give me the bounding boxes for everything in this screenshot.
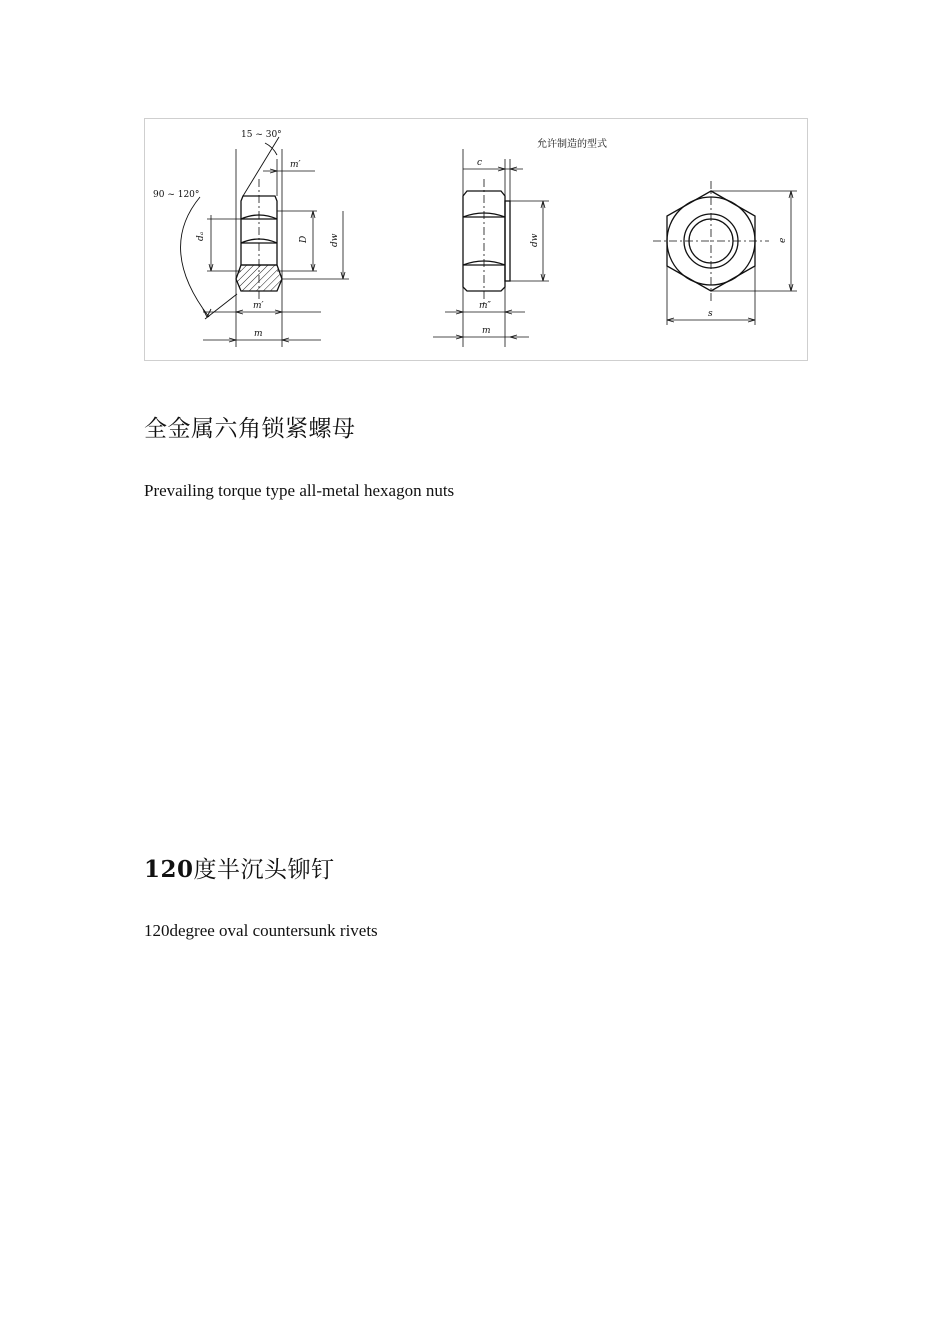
- nut-drawing-svg: [145, 119, 807, 360]
- label-s: s: [708, 309, 713, 319]
- label-m-middle: m: [482, 326, 491, 336]
- section2-title: [144, 851, 335, 884]
- label-m-prime-top: m′: [290, 160, 301, 170]
- technical-drawing-figure: [144, 118, 808, 361]
- hex-top-view: [653, 181, 797, 325]
- side-view-left: [181, 137, 349, 347]
- label-e: e: [778, 237, 788, 243]
- note-allowed-form: 允许制造的型式: [537, 139, 607, 150]
- label-m-double-prime: m″: [479, 301, 491, 311]
- label-dw-left: dw: [330, 233, 340, 247]
- section2-title-text: 度半沉头铆钉: [193, 857, 335, 883]
- label-m-prime-bottom: m′: [253, 301, 264, 311]
- label-D: D: [299, 235, 309, 243]
- section2-title-number: 120: [144, 856, 194, 883]
- section1-title: 全金属六角锁紧螺母: [144, 416, 356, 442]
- label-angle-left: 90 ~ 120°: [153, 190, 200, 200]
- side-view-middle: [433, 149, 549, 347]
- label-da: dₐ: [196, 231, 206, 241]
- label-angle-top: 15 ~ 30°: [241, 130, 282, 140]
- section1-subtitle: Prevailing torque type all-metal hexagon nuts: [144, 481, 455, 500]
- section2-subtitle: 120degree oval countersunk rivets: [144, 921, 378, 940]
- label-dw-middle: dw: [530, 233, 540, 247]
- label-c: c: [477, 158, 483, 168]
- label-m-left: m: [254, 329, 263, 339]
